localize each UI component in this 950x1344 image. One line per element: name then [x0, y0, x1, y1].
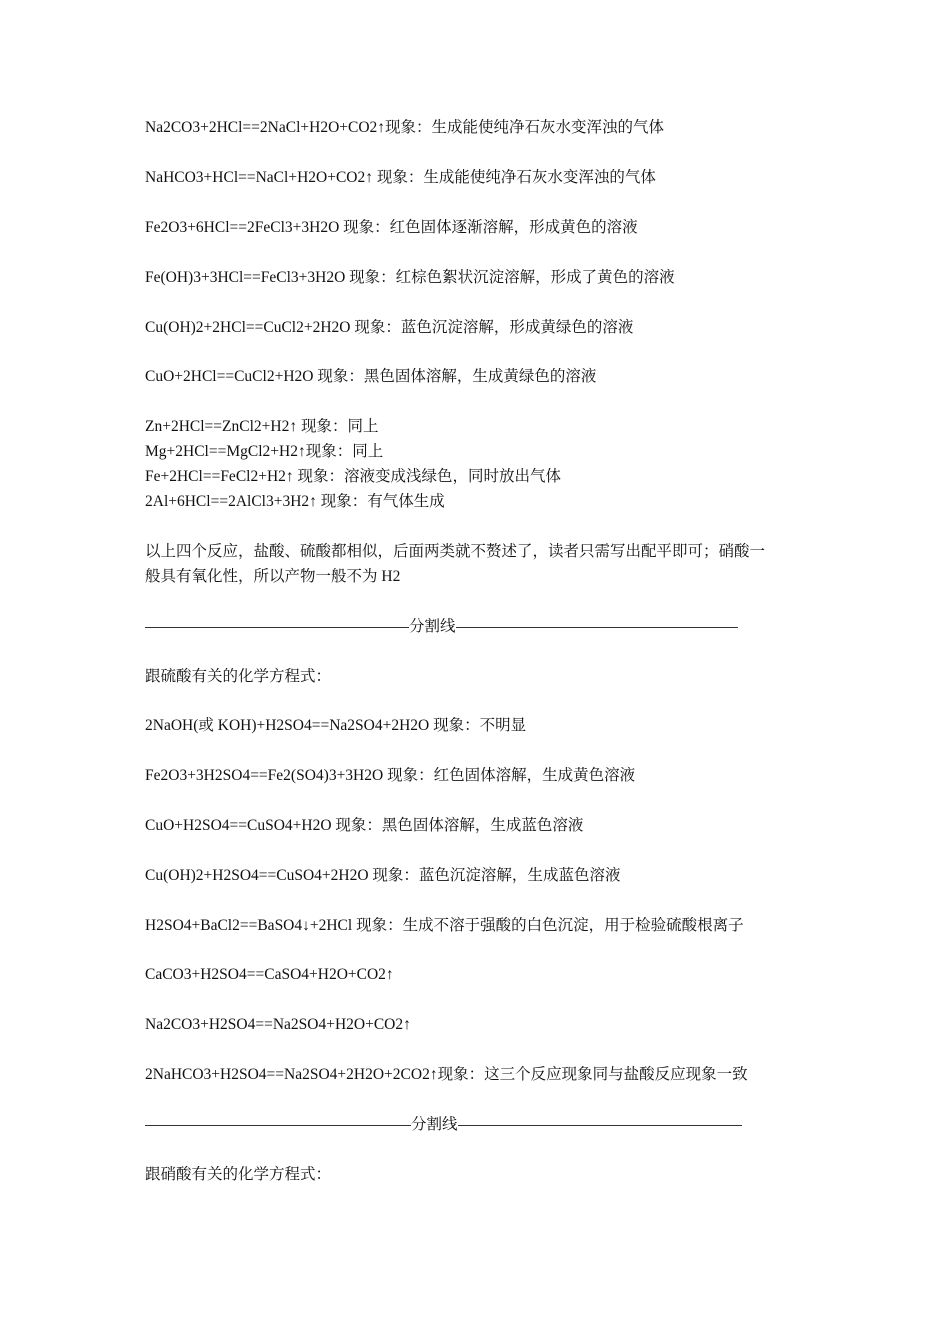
section-heading: 跟硝酸有关的化学方程式：: [145, 1166, 332, 1183]
divider-label: 分割线: [409, 618, 456, 635]
reaction-line: CuO+H2SO4==CuSO4+H2O 现象：黑色固体溶解，生成蓝色溶液: [145, 817, 584, 834]
note-paragraph-line: 般具有氧化性，所以产物一般不为 H2: [145, 568, 401, 585]
divider-rule: [458, 1125, 742, 1126]
section-heading: 跟硫酸有关的化学方程式：: [145, 668, 332, 685]
reaction-line: Mg+2HCl==MgCl2+H2↑现象：同上: [145, 443, 384, 460]
divider-rule: [145, 627, 409, 628]
reaction-line: CuO+2HCl==CuCl2+H2O 现象：黑色固体溶解，生成黄绿色的溶液: [145, 368, 597, 385]
reaction-line: 2NaOH(或 KOH)+H2SO4==Na2SO4+2H2O 现象：不明显: [145, 717, 527, 734]
reaction-line: CaCO3+H2SO4==CaSO4+H2O+CO2↑: [145, 966, 394, 983]
reaction-line: Fe2O3+6HCl==2FeCl3+3H2O 现象：红色固体逐渐溶解，形成黄色的溶液: [145, 219, 638, 236]
reaction-line: Cu(OH)2+2HCl==CuCl2+2H2O 现象：蓝色沉淀溶解，形成黄绿色的溶液: [145, 319, 634, 336]
reaction-line: Cu(OH)2+H2SO4==CuSO4+2H2O 现象：蓝色沉淀溶解，生成蓝色溶液: [145, 867, 621, 884]
reaction-line: H2SO4+BaCl2==BaSO4↓+2HCl 现象：生成不溶于强酸的白色沉淀，用于检验硫酸根离子: [145, 917, 744, 934]
divider-rule: [145, 1125, 411, 1126]
reaction-line: Na2CO3+2HCl==2NaCl+H2O+CO2↑现象：生成能使纯净石灰水变浑浊的气体: [145, 119, 665, 136]
section-divider: [145, 1115, 742, 1135]
reaction-line: 2NaHCO3+H2SO4==Na2SO4+2H2O+2CO2↑现象：这三个反应现象同与盐酸反应现象一致: [145, 1066, 748, 1083]
reaction-line: Fe2O3+3H2SO4==Fe2(SO4)3+3H2O 现象：红色固体溶解，生成黄色溶液: [145, 767, 636, 784]
reaction-line: Zn+2HCl==ZnCl2+H2↑ 现象：同上: [145, 418, 379, 435]
divider-label: 分割线: [411, 1116, 458, 1133]
reaction-line: Fe+2HCl==FeCl2+H2↑ 现象：溶液变成浅绿色，同时放出气体: [145, 468, 562, 485]
section-divider: [145, 617, 738, 637]
reaction-line: 2Al+6HCl==2AlCl3+3H2↑ 现象：有气体生成: [145, 493, 445, 510]
divider-rule: [456, 627, 738, 628]
reaction-line: NaHCO3+HCl==NaCl+H2O+CO2↑ 现象：生成能使纯净石灰水变浑浊的气体: [145, 169, 656, 186]
reaction-line: Na2CO3+H2SO4==Na2SO4+H2O+CO2↑: [145, 1016, 411, 1033]
note-paragraph-line: 以上四个反应，盐酸、硫酸都相似，后面两类就不赘述了，读者只需写出配平即可；硝酸一: [145, 543, 766, 560]
reaction-line: Fe(OH)3+3HCl==FeCl3+3H2O 现象：红棕色絮状沉淀溶解，形成了黄色的溶液: [145, 269, 675, 286]
